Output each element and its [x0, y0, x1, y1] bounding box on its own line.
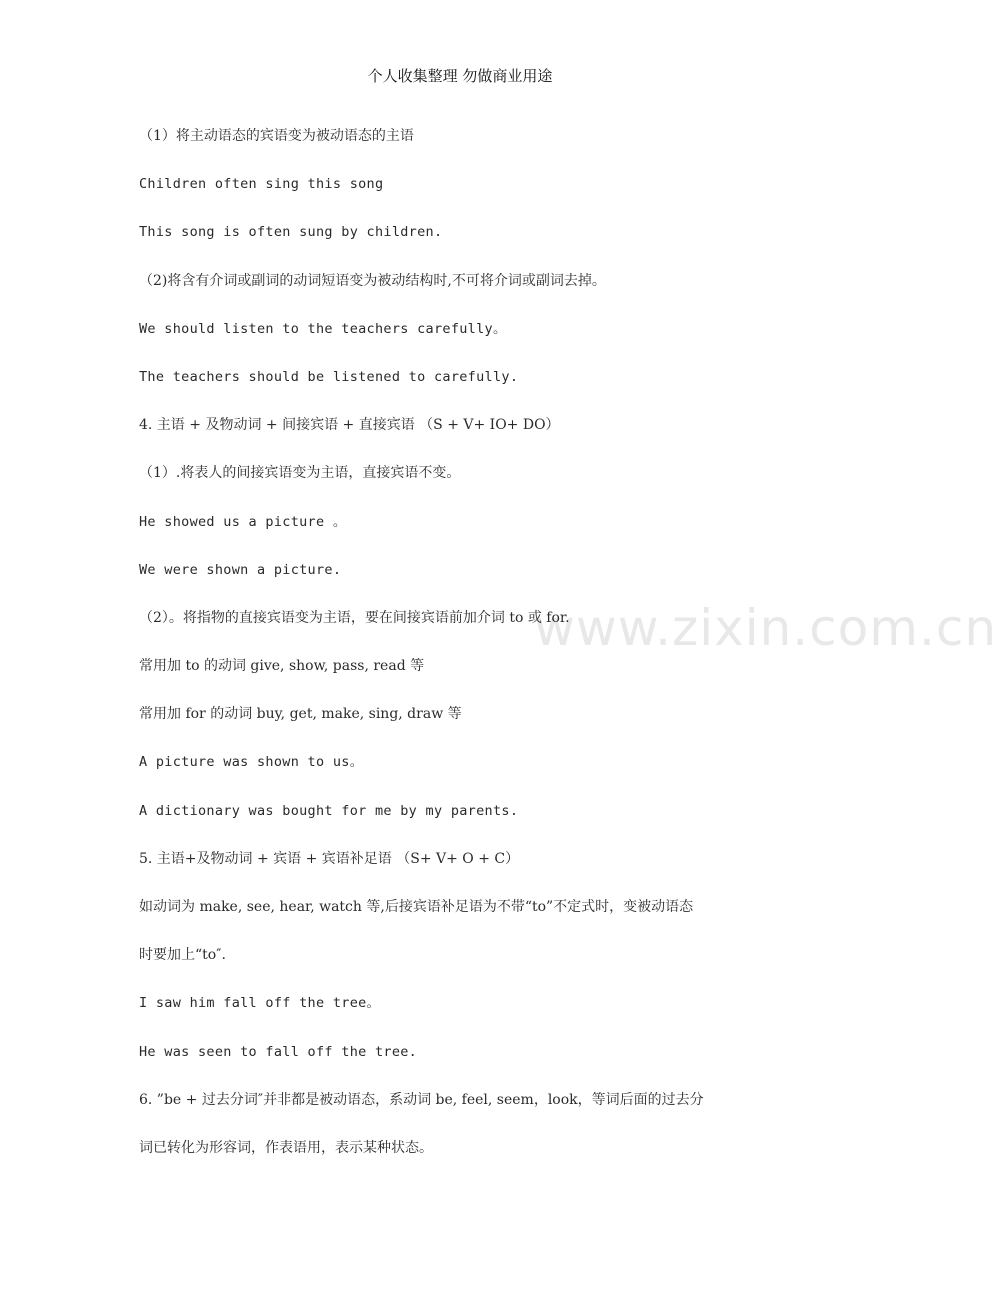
section-heading: 4. 主语 + 及物动词 + 间接宾语 + 直接宾语 （S + V+ IO+ DO） [139, 417, 560, 434]
verb-list: 常用加 to 的动词 give, show, pass, read 等 [139, 658, 425, 675]
watermark: www.zixin.com.cn [534, 599, 997, 657]
rule-heading: （1）.将表人的间接宾语变为主语，直接宾语不变。 [139, 465, 461, 482]
example-sentence: I saw him fall off the tree。 [139, 995, 381, 1012]
verb-list: 常用加 for 的动词 buy, get, make, sing, draw 等 [139, 706, 462, 723]
example-sentence: This song is often sung by children. [139, 224, 443, 241]
rule-text: 如动词为 make, see, hear, watch 等,后接宾语补足语为不带“to”不定式时，变被动语态 [139, 899, 694, 915]
rule-text: 时要加上“to″. [139, 947, 226, 964]
example-sentence: We were shown a picture. [139, 561, 342, 578]
rule-heading: （2）。将指物的直接宾语变为主语，要在间接宾语前加介词 to 或 for. [139, 609, 570, 626]
example-sentence: A picture was shown to us。 [139, 754, 364, 771]
section-heading: 6. ”be + 过去分词″并非都是被动语态，系动词 be, feel, seem，look，等词后面的过去分 [139, 1091, 704, 1108]
section-heading: 5. 主语+及物动词 + 宾语 + 宾语补足语 （S+ V+ O + C） [139, 850, 520, 867]
example-sentence: A dictionary was bought for me by my parents. [139, 802, 519, 819]
rule-heading: （2)将含有介词或副词的动词短语变为被动结构时,不可将介词或副词去掉。 [139, 272, 606, 289]
example-sentence: We should listen to the teachers carefully。 [139, 320, 507, 337]
example-sentence: The teachers should be listened to carefully. [139, 368, 519, 385]
rule-heading: （1）将主动语态的宾语变为被动语态的主语 [139, 128, 414, 144]
page-header: 个人收集整理 勿做商业用途 [367, 67, 553, 85]
document-body [139, 124, 799, 1184]
example-sentence: Children often sing this song [139, 176, 384, 193]
example-sentence: He showed us a picture 。 [139, 513, 347, 530]
example-sentence: He was seen to fall off the tree. [139, 1043, 418, 1060]
rule-text: 词已转化为形容词，作表语用，表示某种状态。 [139, 1139, 433, 1156]
